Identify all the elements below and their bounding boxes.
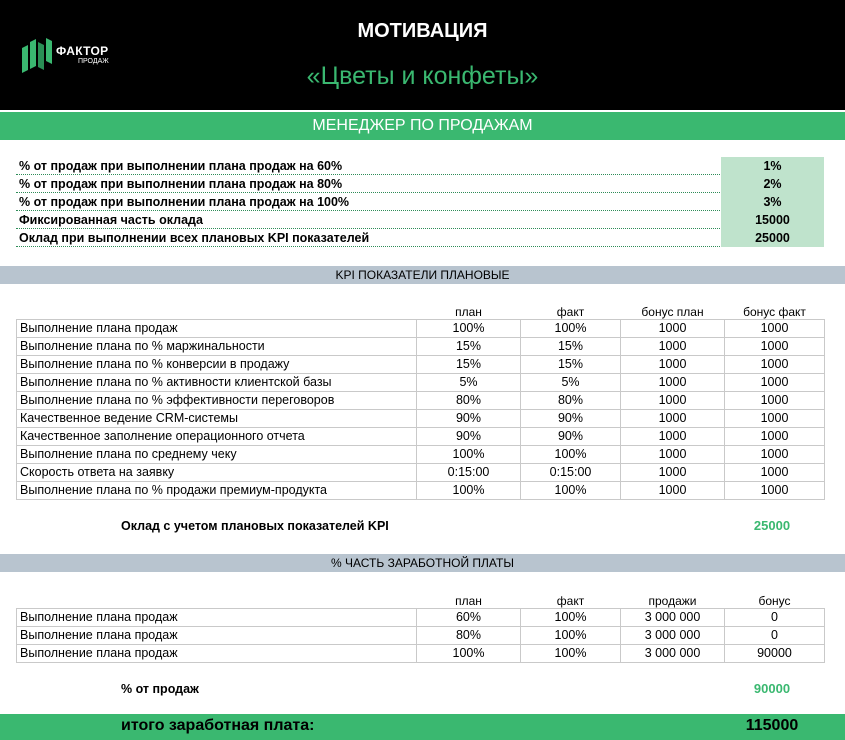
kpi-fact[interactable]: 80% (521, 391, 621, 409)
settings-row (16, 193, 824, 211)
table-row (17, 355, 825, 373)
table-row (17, 391, 825, 409)
kpi-name[interactable]: Выполнение плана по % активности клиентской базы (17, 373, 417, 391)
settings-label: % от продаж при выполнении плана продаж на 60% (19, 159, 343, 173)
table-row (17, 409, 825, 427)
settings-label: % от продаж при выполнении плана продаж на 100% (19, 195, 350, 209)
kpi-plan[interactable]: 90% (417, 427, 521, 445)
percent-name[interactable]: Выполнение плана продаж (17, 608, 417, 626)
page-subtitle: «Цветы и конфеты» (306, 62, 539, 90)
kpi-fact[interactable]: 5% (521, 373, 621, 391)
kpi-salary-value[interactable]: 25000 (753, 518, 791, 533)
kpi-name[interactable]: Выполнение плана продаж (17, 319, 417, 337)
kpi-fact[interactable]: 0:15:00 (521, 463, 621, 481)
total-salary-label: итого заработная плата: (121, 717, 315, 734)
kpi-bonus-plan[interactable]: 1000 (621, 427, 725, 445)
table-row (17, 337, 825, 355)
table-row (17, 644, 825, 662)
logo-subtitle: ПРОДАЖ (78, 58, 109, 65)
percent-header-bonus: бонус (758, 593, 791, 608)
kpi-bonus-plan[interactable]: 1000 (621, 463, 725, 481)
table-row (17, 427, 825, 445)
kpi-bonus-plan[interactable]: 1000 (621, 391, 725, 409)
percent-bonus[interactable]: 0 (725, 608, 825, 626)
kpi-fact[interactable]: 90% (521, 409, 621, 427)
settings-value[interactable]: 25000 (721, 229, 824, 247)
kpi-plan[interactable]: 100% (417, 319, 521, 337)
percent-bonus[interactable]: 0 (725, 626, 825, 644)
kpi-plan[interactable]: 80% (417, 391, 521, 409)
kpi-plan[interactable]: 15% (417, 355, 521, 373)
percent-sales-value[interactable]: 90000 (753, 681, 791, 696)
percent-sales[interactable]: 3 000 000 (621, 626, 725, 644)
kpi-bonus-fact[interactable]: 1000 (725, 409, 825, 427)
kpi-bonus-fact[interactable]: 1000 (725, 391, 825, 409)
kpi-plan[interactable]: 15% (417, 337, 521, 355)
kpi-fact[interactable]: 15% (521, 337, 621, 355)
kpi-fact[interactable]: 100% (521, 481, 621, 499)
table-row (17, 608, 825, 626)
percent-plan[interactable]: 60% (417, 608, 521, 626)
kpi-plan[interactable]: 5% (417, 373, 521, 391)
table-row (17, 445, 825, 463)
table-row (17, 626, 825, 644)
kpi-header-bonus-plan: бонус план (641, 304, 704, 319)
settings-value[interactable]: 1% (721, 157, 824, 175)
kpi-bonus-fact[interactable]: 1000 (725, 463, 825, 481)
kpi-fact[interactable]: 90% (521, 427, 621, 445)
settings-value[interactable]: 3% (721, 193, 824, 211)
kpi-bonus-fact[interactable]: 1000 (725, 427, 825, 445)
percent-sales-label: % от продаж (121, 682, 199, 696)
percent-fact[interactable]: 100% (521, 626, 621, 644)
kpi-header-row (17, 302, 825, 319)
kpi-name[interactable]: Выполнение плана по % эффективности переговоров (17, 391, 417, 409)
page-title: МОТИВАЦИЯ (357, 20, 488, 42)
table-row (17, 481, 825, 499)
kpi-fact[interactable]: 15% (521, 355, 621, 373)
kpi-plan[interactable]: 100% (417, 445, 521, 463)
kpi-name[interactable]: Качественное заполнение операционного отчета (17, 427, 417, 445)
percent-header-plan: план (455, 593, 482, 608)
percent-fact[interactable]: 100% (521, 644, 621, 662)
settings-section (16, 157, 824, 247)
kpi-bonus-fact[interactable]: 1000 (725, 445, 825, 463)
table-row (17, 373, 825, 391)
kpi-name[interactable]: Выполнение плана по % продажи премиум-продукта (17, 481, 417, 499)
total-bar (0, 714, 845, 740)
percent-header-row (17, 591, 825, 608)
kpi-section-bar: KPI ПОКАЗАТЕЛИ ПЛАНОВЫЕ (0, 266, 845, 284)
percent-plan[interactable]: 80% (417, 626, 521, 644)
percent-fact[interactable]: 100% (521, 608, 621, 626)
kpi-name[interactable]: Выполнение плана по % конверсии в продажу (17, 355, 417, 373)
kpi-bonus-fact[interactable]: 1000 (725, 337, 825, 355)
percent-section-bar: % ЧАСТЬ ЗАРАБОТНОЙ ПЛАТЫ (0, 554, 845, 572)
kpi-plan[interactable]: 100% (417, 481, 521, 499)
kpi-bonus-plan[interactable]: 1000 (621, 337, 725, 355)
percent-header-sales: продажи (648, 593, 697, 608)
kpi-plan[interactable]: 90% (417, 409, 521, 427)
kpi-name[interactable]: Качественное ведение CRM-системы (17, 409, 417, 427)
kpi-fact[interactable]: 100% (521, 445, 621, 463)
settings-value[interactable]: 2% (721, 175, 824, 193)
percent-table (16, 591, 825, 663)
percent-header-name (17, 591, 417, 608)
settings-value[interactable]: 15000 (721, 211, 824, 229)
percent-name[interactable]: Выполнение плана продаж (17, 644, 417, 662)
settings-label: Оклад при выполнении всех плановых KPI показателей (19, 231, 370, 245)
role-bar: МЕНЕДЖЕР ПО ПРОДАЖАМ (0, 112, 845, 140)
kpi-name[interactable]: Выполнение плана по среднему чеку (17, 445, 417, 463)
settings-label: % от продаж при выполнении плана продаж на 80% (19, 177, 343, 191)
settings-row (16, 157, 824, 175)
kpi-header-fact: факт (556, 304, 585, 319)
settings-row (16, 229, 824, 247)
table-row (17, 319, 825, 337)
kpi-header-bonus-fact: бонус факт (743, 304, 806, 319)
percent-name[interactable]: Выполнение плана продаж (17, 626, 417, 644)
kpi-bonus-plan[interactable]: 1000 (621, 319, 725, 337)
kpi-bonus-plan[interactable]: 1000 (621, 355, 725, 373)
kpi-fact[interactable]: 100% (521, 319, 621, 337)
kpi-name[interactable]: Скорость ответа на заявку (17, 463, 417, 481)
kpi-bonus-fact[interactable]: 1000 (725, 373, 825, 391)
percent-sales[interactable]: 3 000 000 (621, 608, 725, 626)
percent-bonus[interactable]: 90000 (725, 644, 825, 662)
kpi-salary-label: Оклад с учетом плановых показателей KPI (121, 519, 389, 533)
kpi-bonus-fact[interactable]: 1000 (725, 481, 825, 499)
kpi-bonus-fact[interactable]: 1000 (725, 319, 825, 337)
settings-row (16, 211, 824, 229)
kpi-bonus-plan[interactable]: 1000 (621, 445, 725, 463)
kpi-bonus-plan[interactable]: 1000 (621, 373, 725, 391)
kpi-name[interactable]: Выполнение плана по % маржинальности (17, 337, 417, 355)
kpi-table (16, 302, 825, 500)
logo-name: ФАКТОР (56, 44, 109, 58)
kpi-header-name (17, 302, 417, 319)
settings-label: Фиксированная часть оклада (19, 213, 203, 227)
total-salary-value[interactable]: 115000 (745, 717, 799, 734)
kpi-bonus-plan[interactable]: 1000 (621, 409, 725, 427)
kpi-bonus-plan[interactable]: 1000 (621, 481, 725, 499)
table-row (17, 463, 825, 481)
kpi-bonus-fact[interactable]: 1000 (725, 355, 825, 373)
kpi-plan[interactable]: 0:15:00 (417, 463, 521, 481)
percent-sales[interactable]: 3 000 000 (621, 644, 725, 662)
kpi-header-plan: план (455, 304, 482, 319)
page-header (0, 0, 845, 110)
percent-plan[interactable]: 100% (417, 644, 521, 662)
percent-header-fact: факт (556, 593, 585, 608)
settings-row (16, 175, 824, 193)
